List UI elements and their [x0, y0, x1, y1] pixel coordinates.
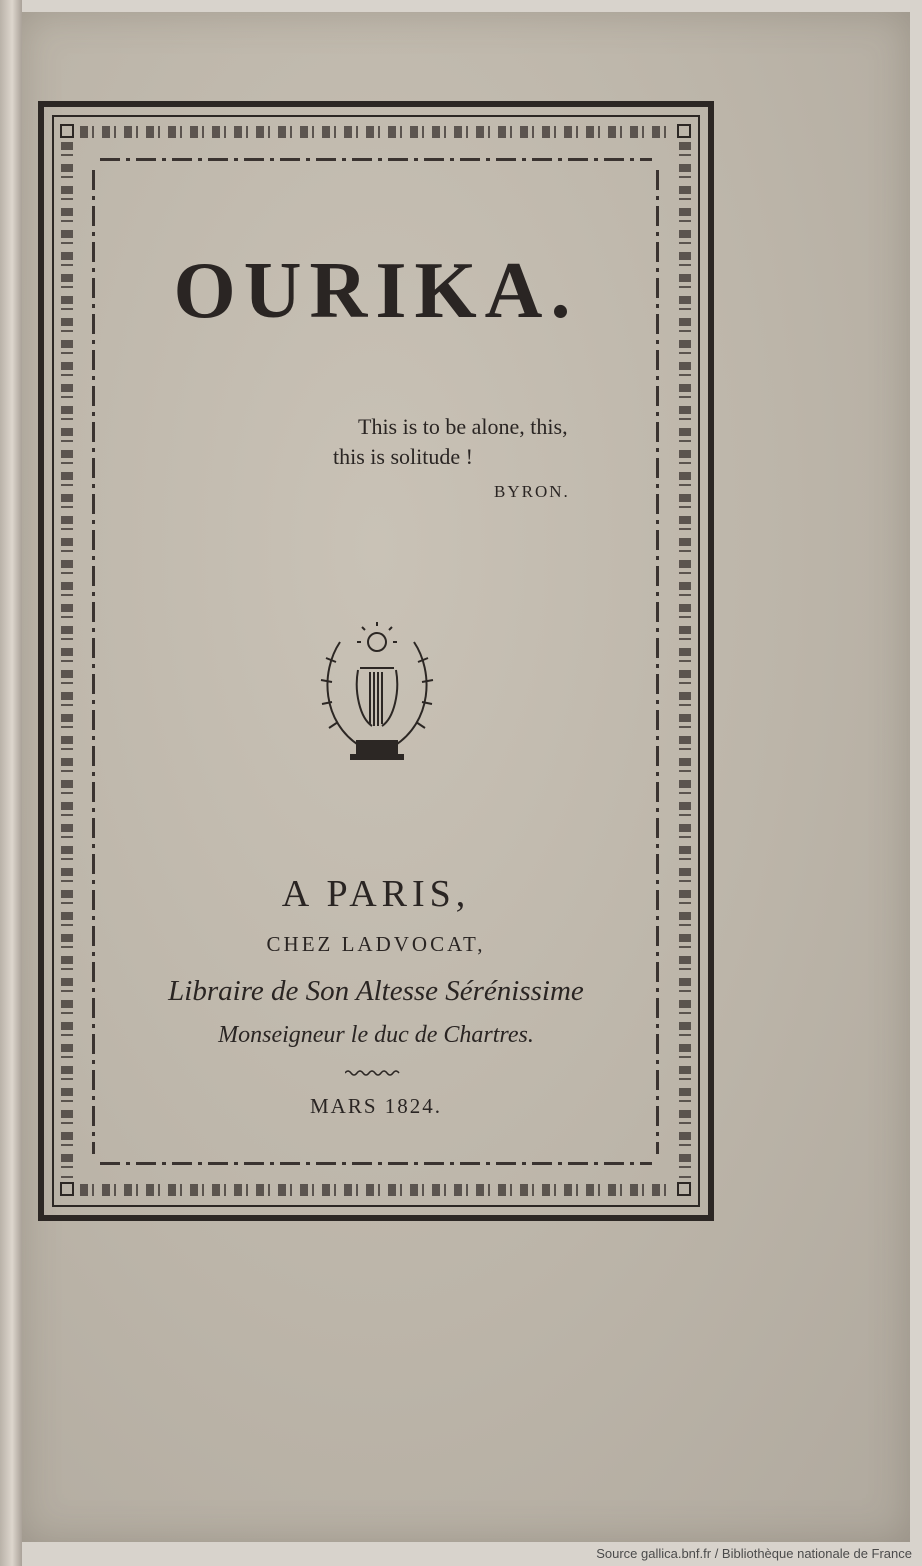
imprint-place: A PARIS, [281, 873, 471, 915]
arrow-rule-bottom [100, 1162, 652, 1165]
imprint-publisher-title-2: Monseigneur le duc de Chartres. [218, 1022, 534, 1048]
epigraph-author: BYRON. [494, 482, 570, 501]
source-credit: Source gallica.bnf.fr / Bibliothèque nationale de France [596, 1546, 912, 1561]
corner-ornament-bl [60, 1182, 74, 1196]
corner-ornament-br [677, 1182, 691, 1196]
epigraph-line-1: This is to be alone, this, [358, 414, 568, 439]
corner-ornament-tr [677, 124, 691, 138]
book-title: OURIKA. [173, 247, 579, 335]
imprint-publisher: CHEZ LADVOCAT, [266, 932, 486, 956]
decorative-squiggle [345, 1068, 403, 1078]
corner-ornament-tl [60, 124, 74, 138]
lyre-with-laurel-icon [310, 622, 444, 764]
ornament-band-top [80, 126, 670, 138]
page-edge [0, 0, 22, 1566]
imprint-date: MARS 1824. [309, 1094, 443, 1118]
arrow-rule-top [100, 158, 652, 161]
epigraph-line-2: this is solitude ! [333, 444, 473, 469]
ornament-band-bottom [80, 1184, 670, 1196]
imprint-publisher-title-1: Libraire de Son Altesse Sérénissime [168, 975, 584, 1007]
